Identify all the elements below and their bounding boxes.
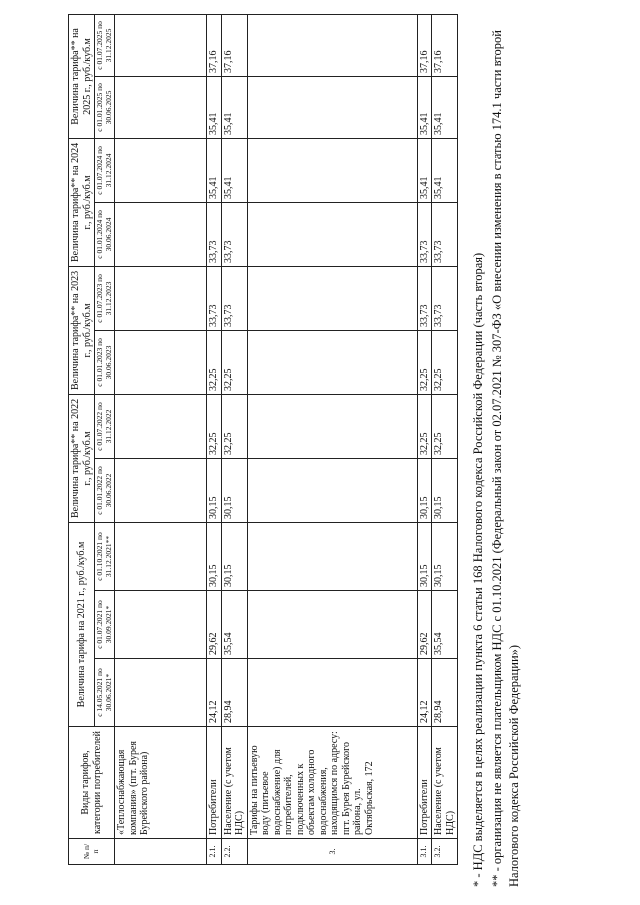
cell-value: 35,41 [221, 138, 247, 202]
cell-value [247, 522, 417, 590]
row-number [115, 839, 207, 865]
cell-value [247, 330, 417, 394]
cell-value: 33,73 [207, 202, 222, 266]
cell-value: 35,41 [207, 138, 222, 202]
cell-value [247, 202, 417, 266]
table-row [247, 14, 417, 864]
period-header: с 14.05.2021 по 30.06.2021* [95, 659, 115, 727]
cell-value: 37,16 [417, 14, 432, 76]
cell-value: 35,41 [417, 138, 432, 202]
cell-value: 30,15 [221, 458, 247, 522]
cell-value: 33,73 [221, 202, 247, 266]
cell-value: 33,73 [432, 266, 458, 330]
period-header: с 01.01.2025 по 30.06.2025 [95, 76, 115, 138]
row-label: Население (с учетом НДС) [221, 727, 247, 839]
cell-value [247, 14, 417, 76]
cell-value [115, 659, 207, 727]
cell-value: 32,25 [432, 394, 458, 458]
row-label: «Теплоснабжающая компания» (пгт. Бурея Бурейского района) [115, 727, 207, 839]
header-2025: Величина тарифа** на 2025 г., руб./куб.м [69, 14, 95, 138]
cell-value: 30,15 [432, 458, 458, 522]
cell-value [247, 659, 417, 727]
cell-value: 29,62 [417, 591, 432, 659]
cell-value: 24,12 [207, 659, 222, 727]
cell-value: 30,15 [207, 522, 222, 590]
cell-value: 30,15 [207, 458, 222, 522]
cell-value: 29,62 [207, 591, 222, 659]
period-header: с 01.07.2024 по 31.12.2024 [95, 138, 115, 202]
cell-value [115, 266, 207, 330]
table-row [207, 14, 222, 864]
cell-value: 32,25 [417, 330, 432, 394]
header-2022: Величина тарифа** на 2022 г., руб./куб.м [69, 394, 95, 522]
cell-value [115, 458, 207, 522]
period-header: с 01.10.2021 по 31.12.2021** [95, 522, 115, 590]
cell-value: 35,41 [417, 76, 432, 138]
tariff-table [68, 14, 458, 865]
cell-value: 32,25 [417, 394, 432, 458]
cell-value: 32,25 [207, 330, 222, 394]
header-type: Виды тарифов, категории потребителей [69, 727, 115, 839]
cell-value: 32,25 [432, 330, 458, 394]
cell-value: 35,54 [221, 591, 247, 659]
header-2024: Величина тарифа** на 2024 г., руб./куб.м [69, 138, 95, 266]
table-row [417, 14, 432, 864]
row-label: Потребители [207, 727, 222, 839]
cell-value: 37,16 [221, 14, 247, 76]
cell-value: 37,16 [207, 14, 222, 76]
period-header: с 01.07.2025 по 31.12.2025 [95, 14, 115, 76]
cell-value [115, 202, 207, 266]
cell-value [247, 458, 417, 522]
cell-value: 30,15 [221, 522, 247, 590]
cell-value: 35,41 [432, 138, 458, 202]
cell-value: 37,16 [432, 14, 458, 76]
table-row [432, 14, 458, 864]
cell-value [247, 138, 417, 202]
cell-value: 32,25 [221, 394, 247, 458]
row-number: 2.2. [221, 839, 247, 865]
cell-value [115, 330, 207, 394]
footnote-vat: * - НДС выделяется в целях реализации пункта 6 статьи 168 Налогового кодекса Российской Федерации (часть вторая) [471, 252, 485, 887]
period-header: с 01.01.2024 по 30.06.2024 [95, 202, 115, 266]
row-number: 3.2. [432, 839, 458, 865]
cell-value: 33,73 [207, 266, 222, 330]
cell-value [115, 522, 207, 590]
cell-value: 24,12 [417, 659, 432, 727]
cell-value [247, 591, 417, 659]
header-2023: Величина тарифа** на 2023 г., руб./куб.м [69, 266, 95, 394]
cell-value: 32,25 [221, 330, 247, 394]
footnotes [470, 7, 525, 887]
cell-value: 33,73 [417, 266, 432, 330]
cell-value [115, 394, 207, 458]
cell-value: 33,73 [221, 266, 247, 330]
row-label: Потребители [417, 727, 432, 839]
cell-value [247, 76, 417, 138]
row-label: Население (с учетом НДС) [432, 727, 458, 839]
cell-value: 35,41 [432, 76, 458, 138]
table-row [115, 14, 207, 864]
row-label: Тарифы на питьевую воду (питьевое водоснабжение) для потребителей, подключенных к объектам холодного водоснабжения, находящимся по адресу: пгт. Бурея Бурейского района, ул. Октябрьская, 172 [247, 727, 417, 839]
cell-value: 30,15 [432, 522, 458, 590]
row-number: 3.1. [417, 839, 432, 865]
period-header: с 01.01.2023 по 30.06.2023 [95, 330, 115, 394]
cell-value: 35,54 [432, 591, 458, 659]
row-number: 3. [247, 839, 417, 865]
header-2021: Величина тарифа на 2021 г., руб./куб.м [69, 522, 95, 726]
period-header: с 01.07.2022 по 31.12.2022 [95, 394, 115, 458]
header-row-groups [69, 14, 95, 864]
cell-value: 33,73 [432, 202, 458, 266]
cell-value: 33,73 [417, 202, 432, 266]
footnote-not-vat-payer: ** - организация не является плательщиком НДС с 01.10.2021 (Федеральный закон от 02.07.2021 № 307-ФЗ «О внесении изменения в статью 174.1 части второй Налогового кодекса Российской Федерации») [489, 30, 521, 887]
cell-value: 30,15 [417, 458, 432, 522]
cell-value [115, 591, 207, 659]
period-header: с 01.07.2021 по 30.09.2021* [95, 591, 115, 659]
cell-value: 35,41 [221, 76, 247, 138]
row-number: 2.1. [207, 839, 222, 865]
cell-value [247, 266, 417, 330]
cell-value [115, 138, 207, 202]
cell-value [115, 76, 207, 138]
cell-value: 28,94 [432, 659, 458, 727]
table-row [221, 14, 247, 864]
cell-value [247, 394, 417, 458]
cell-value: 35,41 [207, 76, 222, 138]
period-header: с 01.01.2022 по 30.06.2022 [95, 458, 115, 522]
cell-value [115, 14, 207, 76]
cell-value: 32,25 [207, 394, 222, 458]
period-header: с 01.07.2023 по 31.12.2023 [95, 266, 115, 330]
header-num: № п/п [69, 839, 115, 865]
cell-value: 28,94 [221, 659, 247, 727]
cell-value: 30,15 [417, 522, 432, 590]
